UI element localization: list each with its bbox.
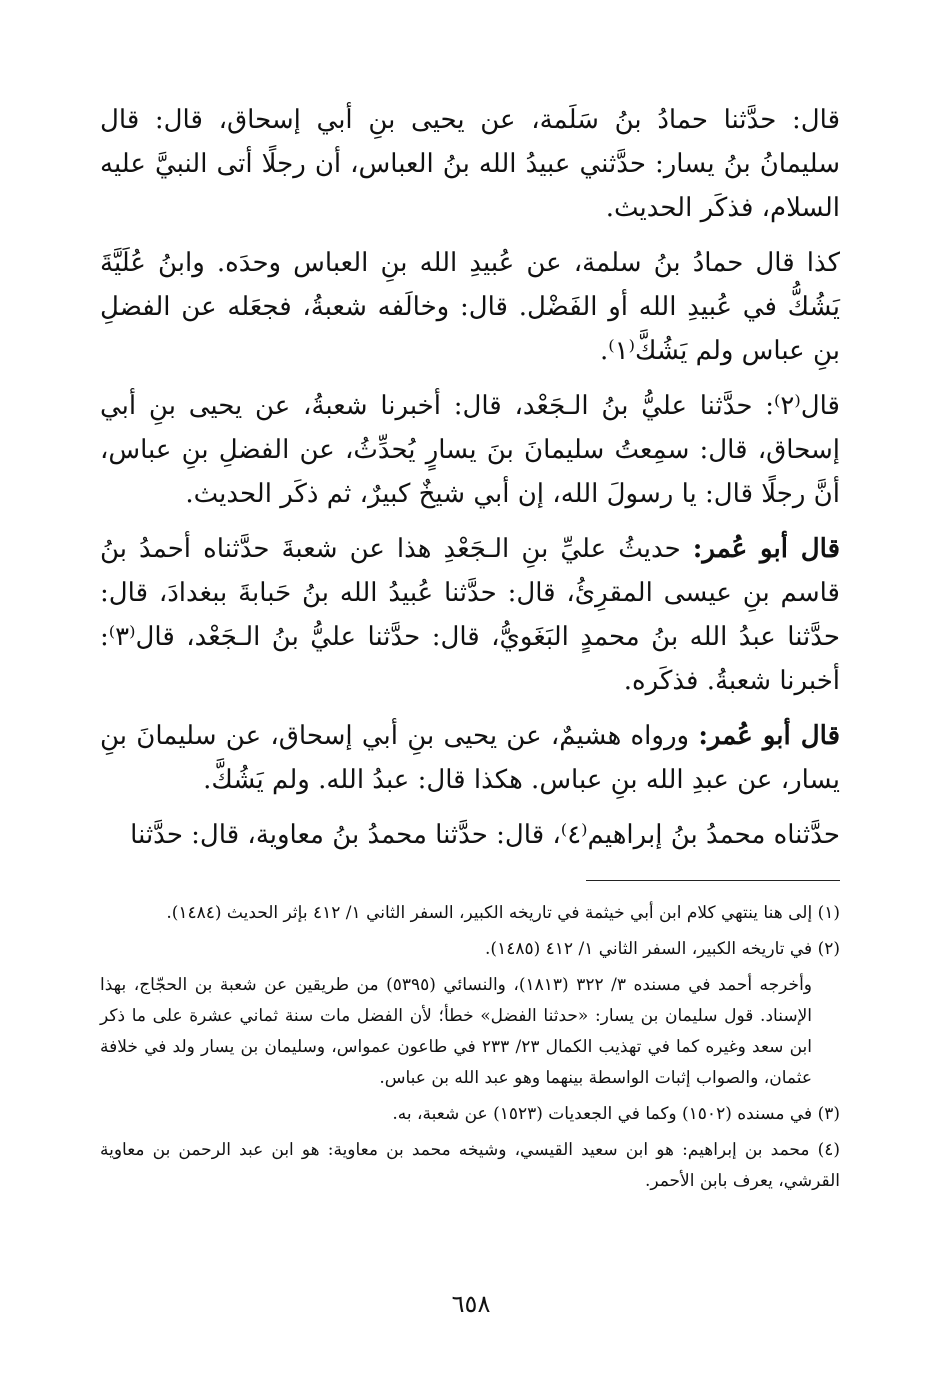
paragraph xyxy=(100,813,840,857)
footnote: (٤) محمد بن إبراهيم: هو ابن سعيد القيسي، وشيخه محمد بن معاوية: هو ابن عبد الرحمن بن معاوية القرشي، يعرف بابن الأحمر. xyxy=(100,1140,840,1191)
paragraph-lead: قال أبو عُمر: xyxy=(698,721,840,751)
paragraph-text: قال⁽٢⁾: حدَّثنا عليُّ بنُ الـجَعْد، قال: أخبرنا شعبةُ، عن يحيى بنِ أبي إسحاق، قال: سمِعتُ سليمانَ بنَ يسارٍ يُحدِّثُ، عن الفضلِ بنِ عباس، أنَّ رجلًا قال: يا رسولَ الله، إن أبي شيخٌ كبيرٌ، ثم ذكَر الحديث. xyxy=(100,391,840,509)
paragraph xyxy=(100,384,840,516)
footnote-separator xyxy=(586,880,840,881)
paragraph-text: قال: حدَّثنا حمادُ بنُ سَلَمة، عن يحيى بنِ أبي إسحاق، قال: قال سليمانُ بنُ يسار: حدَّثني عبيدُ الله بنُ العباس، أن رجلًا أتى النبيَّ عليه السلام، فذكَر الحديث. xyxy=(100,105,840,223)
footnote: (١) إلى هنا ينتهي كلام ابن أبي خيثمة في تاريخه الكبير، السفر الثاني ١/ ٤١٢ بإثر الحديث (١٤٨٤). xyxy=(166,903,840,923)
paragraph-text: حديثُ عليِّ بنِ الـجَعْدِ هذا عن شعبةَ حدَّثناه أحمدُ بنُ قاسم بنِ عيسى المقرِئُ، قال: حدَّثنا عُبيدُ الله بنُ حَبابةَ ببغدادَ، قال: حدَّثنا عبدُ الله بنُ محمدٍ البَغَويُّ، قال: حدَّثنا عليُّ بنُ الـجَعْد، قال⁽٣⁾: أخبرنا شعبةُ. فذكَره. xyxy=(100,534,840,696)
footnotes xyxy=(100,898,840,1202)
paragraph-lead: قال أبو عُمر: xyxy=(692,534,841,564)
footnote-continuation: وأخرجه أحمد في مسنده ٣/ ٣٢٢ (١٨١٣)، والنسائي (٥٣٩٥) من طريقين عن شعبة بن الحجّاج، بهذا الإسناد. قول سليمان بن يسار: «حدثنا الفضل» خطأ؛ لأن الفضل مات سنة ثماني عشرة على ما ذكر ابن سعد وغيره كما في تهذيب الكمال ٢٣/ ٢٣٣ في طاعون عمواس، وسليمان بن يسار ولد في خلافة عثمان، والصواب إثبات الواسطة بينهما وهو عبد الله بن عباس. xyxy=(100,975,812,1088)
paragraph xyxy=(100,241,840,373)
paragraph-text: كذا قال حمادُ بنُ سلمة، عن عُبيدِ الله بنِ العباس وحدَه. وابنُ عُلَيَّةَ يَشُكُّ في عُبيدِ الله أو الفَضْل. قال: وخالَفه شعبةُ، فجعَله عن الفضلِ بنِ عباس ولم يَشُكَّ⁽١⁾. xyxy=(100,248,840,366)
footnote: (٣) في مسنده (١٥٠٢) وكما في الجعديات (١٥٢٣) عن شعبة، به. xyxy=(392,1104,840,1124)
paragraph xyxy=(100,714,840,802)
paragraph-text: حدَّثناه محمدُ بنُ إبراهيم⁽٤⁾، قال: حدَّثنا محمدُ بنُ معاوية، قال: حدَّثنا xyxy=(130,820,840,850)
page-number: ٦٥٨ xyxy=(451,1290,491,1318)
paragraph-text: ورواه هشيمٌ، عن يحيى بنِ أبي إسحاق، عن سليمانَ بنِ يسار، عن عبدِ الله بنِ عباس. هكذا قال: عبدُ الله. ولم يَشُكَّ. xyxy=(100,721,840,795)
paragraph xyxy=(100,527,840,703)
paragraph xyxy=(100,98,840,230)
main-text xyxy=(100,98,840,868)
footnote: (٢) في تاريخه الكبير، السفر الثاني ١/ ٤١٢ (١٤٨٥). xyxy=(485,939,840,959)
